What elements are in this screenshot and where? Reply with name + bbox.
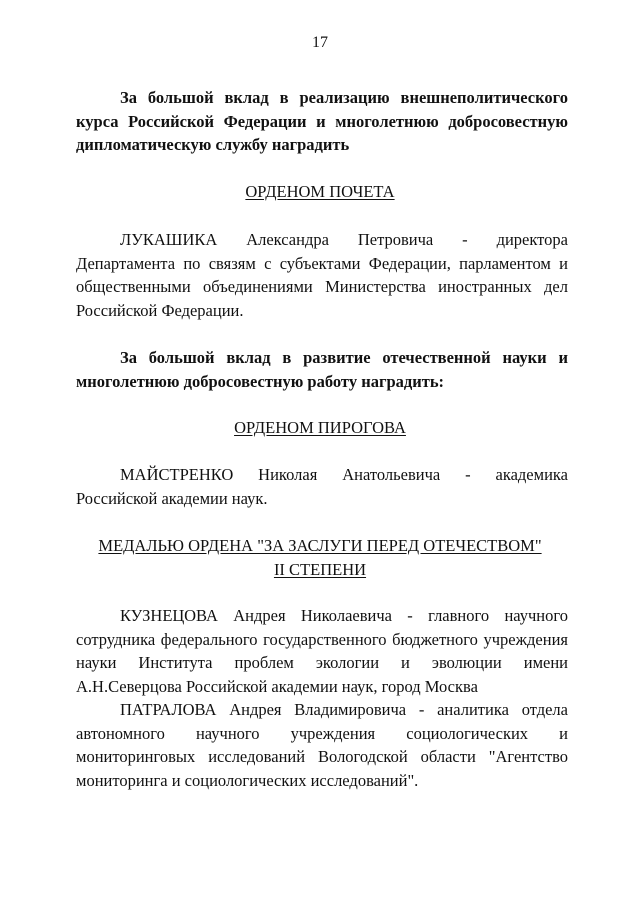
award-heading-order-of-pirogov <box>0 416 640 440</box>
award-heading-order-of-honor <box>0 180 640 204</box>
recipient-paragraph-patralov: ПАТРАЛОВА Андрея Владимировича - аналитика отдела автономного научного учреждения социологических и мониторинговых исследований Вологодской области "Агентство мониторинга и социологических исследований". <box>76 700 568 790</box>
recipient-paragraph-maistrenko: МАЙСТРЕНКО Николая Анатольевича - академика Российской академии наук. <box>76 465 568 508</box>
award-title-line2: II СТЕПЕНИ <box>273 559 367 579</box>
page-number: 17 <box>312 34 328 51</box>
award-heading-medal-of-merit <box>0 534 640 581</box>
recipient-paragraph-kuznetsov: КУЗНЕЦОВА Андрея Николаевича - главного научного сотрудника федерального государственного бюджетного учреждения науки Института проблем экологии и эволюции имени А.Н.Северцова Российской академии наук, город Москва <box>76 606 568 696</box>
award-title: ОРДЕНОМ ПОЧЕТА <box>245 182 395 201</box>
intro-paragraph-science: За большой вклад в развитие отечественной науки и многолетнюю добросовестную работу наградить: <box>76 348 568 391</box>
recipient-paragraph-lukashik: ЛУКАШИКА Александра Петровича - директора Департамента по связям с субъектами Федерации, парламентом и общественными объединениями Министерства иностранных дел Российской Федерации. <box>76 230 568 320</box>
award-title-line1: МЕДАЛЬЮ ОРДЕНА "ЗА ЗАСЛУГИ ПЕРЕД ОТЕЧЕСТВОМ" <box>98 536 542 555</box>
intro-paragraph-diplomatic: За большой вклад в реализацию внешнеполитического курса Российской Федерации и многолетнюю добросовестную дипломатическую службу наградить <box>76 88 568 154</box>
award-title: ОРДЕНОМ ПИРОГОВА <box>234 418 406 437</box>
